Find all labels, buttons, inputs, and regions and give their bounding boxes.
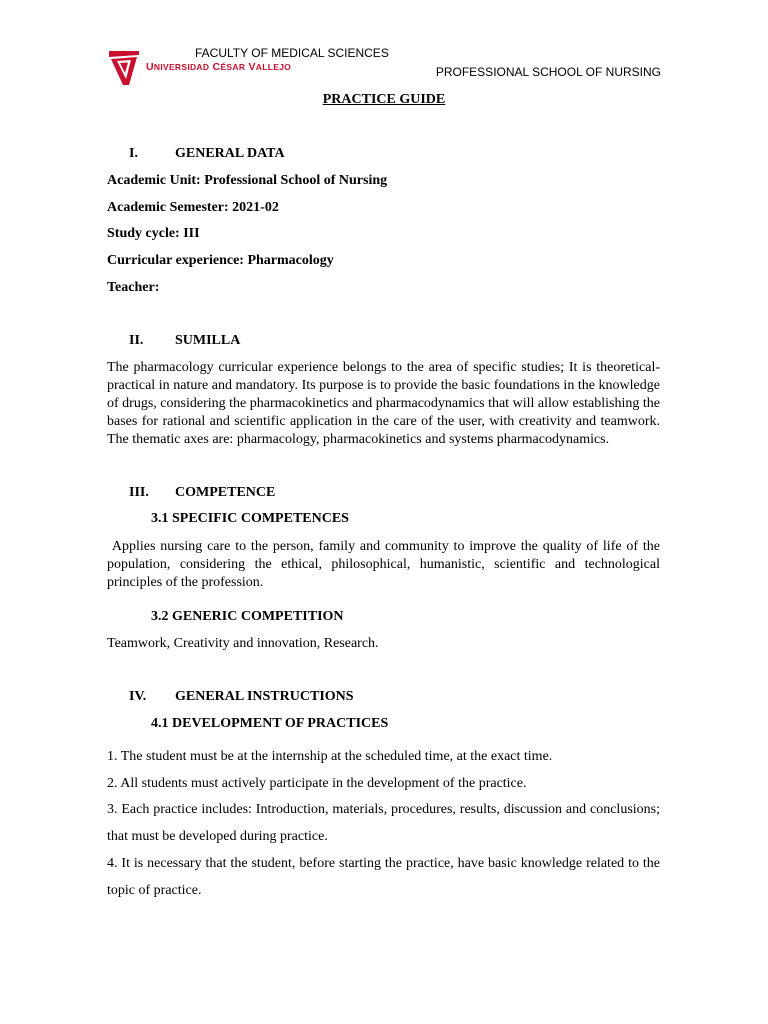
document-title: PRACTICE GUIDE (322, 92, 446, 107)
university-logo-text: UNIVERSIDAD CÉSAR VALLEJO (146, 61, 292, 73)
section-number: III. (129, 485, 149, 500)
subsection-heading-development-of-practices: 4.1 DEVELOPMENT OF PRACTICES (151, 716, 389, 731)
academic-unit: Academic Unit: Professional School of Nursing (107, 173, 388, 188)
section-title: GENERAL DATA (175, 146, 285, 161)
specific-competences-paragraph: Applies nursing care to the person, family and community to improve the quality of life of the population, considering the ethical, philosophical, humanistic, scientific and technological principles of the profession. (107, 539, 664, 590)
instruction-item: 2. All students must actively participate in the development of the practice. (107, 776, 527, 791)
sumilla-paragraph: The pharmacology curricular experience belongs to the area of specific studies; It is theoretical-practical in nature and mandatory. Its purpose is to provide the basic foundations in the knowledge of drugs, considering the pharmacokinetics and pharmacodynamics that will allow establishing the bases for rational and scientific application in the care of the user, with creativity and teamwork. The thematic axes are: pharmacology, pharmacokinetics and systems pharmacodynamics. (107, 360, 660, 447)
study-cycle: Study cycle: III (107, 226, 200, 241)
subsection-heading-generic-competition: 3.2 GENERIC COMPETITION (151, 609, 344, 624)
curricular-experience: Curricular experience: Pharmacology (107, 253, 334, 268)
section-title: GENERAL INSTRUCTIONS (175, 689, 354, 704)
generic-competition-text: Teamwork, Creativity and innovation, Research. (107, 636, 379, 651)
subsection-heading-specific-competences: 3.1 SPECIFIC COMPETENCES (151, 511, 349, 526)
section-number: IV. (129, 689, 147, 704)
academic-semester: Academic Semester: 2021-02 (107, 200, 279, 215)
section-number: II. (129, 333, 144, 348)
instruction-item: 4. It is necessary that the student, before starting the practice, have basic knowledge related to the topic of practice. (107, 856, 660, 898)
school-name: PROFESSIONAL SCHOOL OF NURSING (435, 65, 661, 79)
teacher: Teacher: (107, 280, 160, 295)
section-title: COMPETENCE (175, 485, 276, 500)
section-title: SUMILLA (175, 333, 241, 348)
instruction-item: 3. Each practice includes: Introduction, materials, procedures, results, discussion and conclusions; that must be developed during practice. (107, 802, 660, 844)
faculty-name: FACULTY OF MEDICAL SCIENCES (195, 46, 389, 60)
instruction-item: 1. The student must be at the internship at the scheduled time, at the exact time. (107, 749, 553, 764)
university-logo-icon (109, 51, 139, 85)
section-number: I. (129, 146, 138, 161)
